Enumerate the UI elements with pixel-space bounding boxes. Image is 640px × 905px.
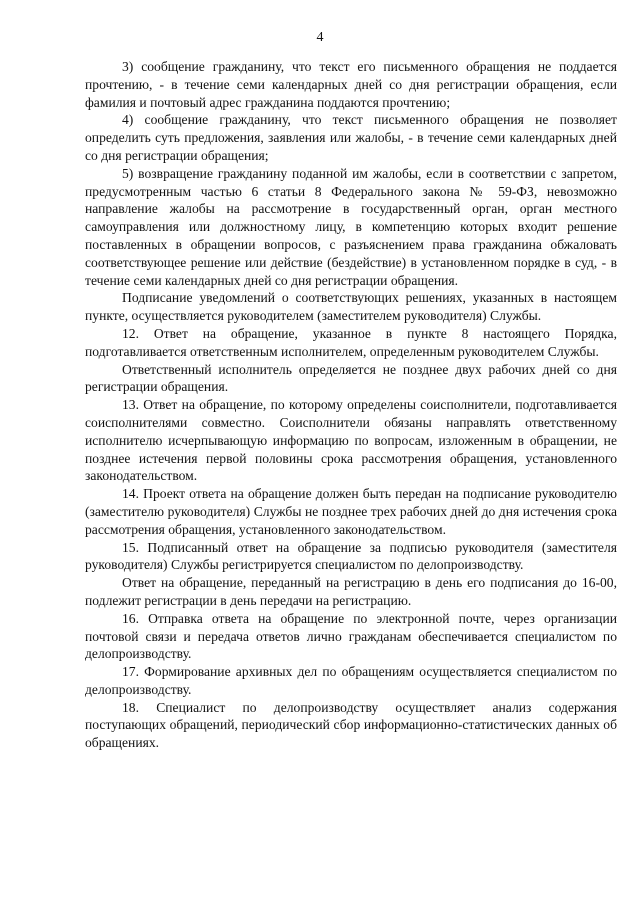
paragraph-16: 16. Отправка ответа на обращение по электронной почте, через организации почтовой связи и передача ответов лично гражданам обеспечивается специалистом по делопроизводству. [85, 610, 617, 662]
paragraph-12: 12. Ответ на обращение, указанное в пункте 8 настоящего Порядка, подготавливается ответственным исполнителем, определенным руководителем Службы. [85, 325, 617, 359]
paragraph-17: 17. Формирование архивных дел по обращениям осуществляется специалистом по делопроизводству. [85, 664, 617, 697]
paragraph-item-4: 4) сообщение гражданину, что текст письменного обращения не позволяет определить суть предложения, заявления или жалобы, - в течение семи календарных дней со дня регистрации обращения; [85, 112, 617, 163]
paragraph-responsible-executor: Ответственный исполнитель определяется не позднее двух рабочих дней со дня регистрации обращения. [85, 361, 617, 395]
paragraph-18: 18. Специалист по делопроизводству осуществляет анализ содержания поступающих обращений, периодический сбор информационно-статистических данных об обращениях. [85, 699, 617, 751]
paragraph-15: 15. Подписанный ответ на обращение за подписью руководителя (заместителя руководителя) Службы регистрируется специалистом по делопроизводству. [85, 539, 617, 573]
paragraph-registration-deadline: Ответ на обращение, переданный на регистрацию в день его подписания до 16-00, подлежит регистрации в день передачи на регистрацию. [85, 575, 617, 608]
paragraph-14: 14. Проект ответа на обращение должен быть передан на подписание руководителю (заместителю руководителя) Службы не позднее трех рабочих дней до дня истечения срока рассмотрения обращения, установленного законодательством. [85, 486, 617, 537]
paragraph-item-5: 5) возвращение гражданину поданной им жалобы, если в соответствии с запретом, предусмотренным частью 6 статьи 8 Федерального закона № 59-ФЗ, невозможно направление жалобы на рассмотрение в государственный орган, орган местного самоуправления или должностному лицу, в компетенцию которых входит решение поставленных в обращении вопросов, с разъяснением права гражданина обжаловать соответствующее решение или действие (бездействие) в установленном порядке в суд, - в течение семи календарных дней со дня регистрации обращения. [85, 165, 617, 288]
paragraph-13: 13. Ответ на обращение, по которому определены соисполнители, подготавливается соисполнителями совместно. Соисполнители обязаны направлять ответственному исполнителю исчерпывающую информацию по вопросам, изложенным в обращении, не позднее истечения первой половины срока рассмотрения обращения, установленного законодательством. [85, 397, 617, 484]
paragraph-signing-notices: Подписание уведомлений о соответствующих решениях, указанных в настоящем пункте, осуществляется руководителем (заместителем руководителя) Службы. [85, 290, 617, 324]
paragraph-item-3: 3) сообщение гражданину, что текст его письменного обращения не поддается прочтению, - в течение семи календарных дней со дня регистрации обращения, если фамилия и почтовый адрес гражданина поддаются прочтению; [85, 59, 617, 110]
page-number: 4 [316, 30, 324, 45]
document-body [85, 58, 617, 752]
